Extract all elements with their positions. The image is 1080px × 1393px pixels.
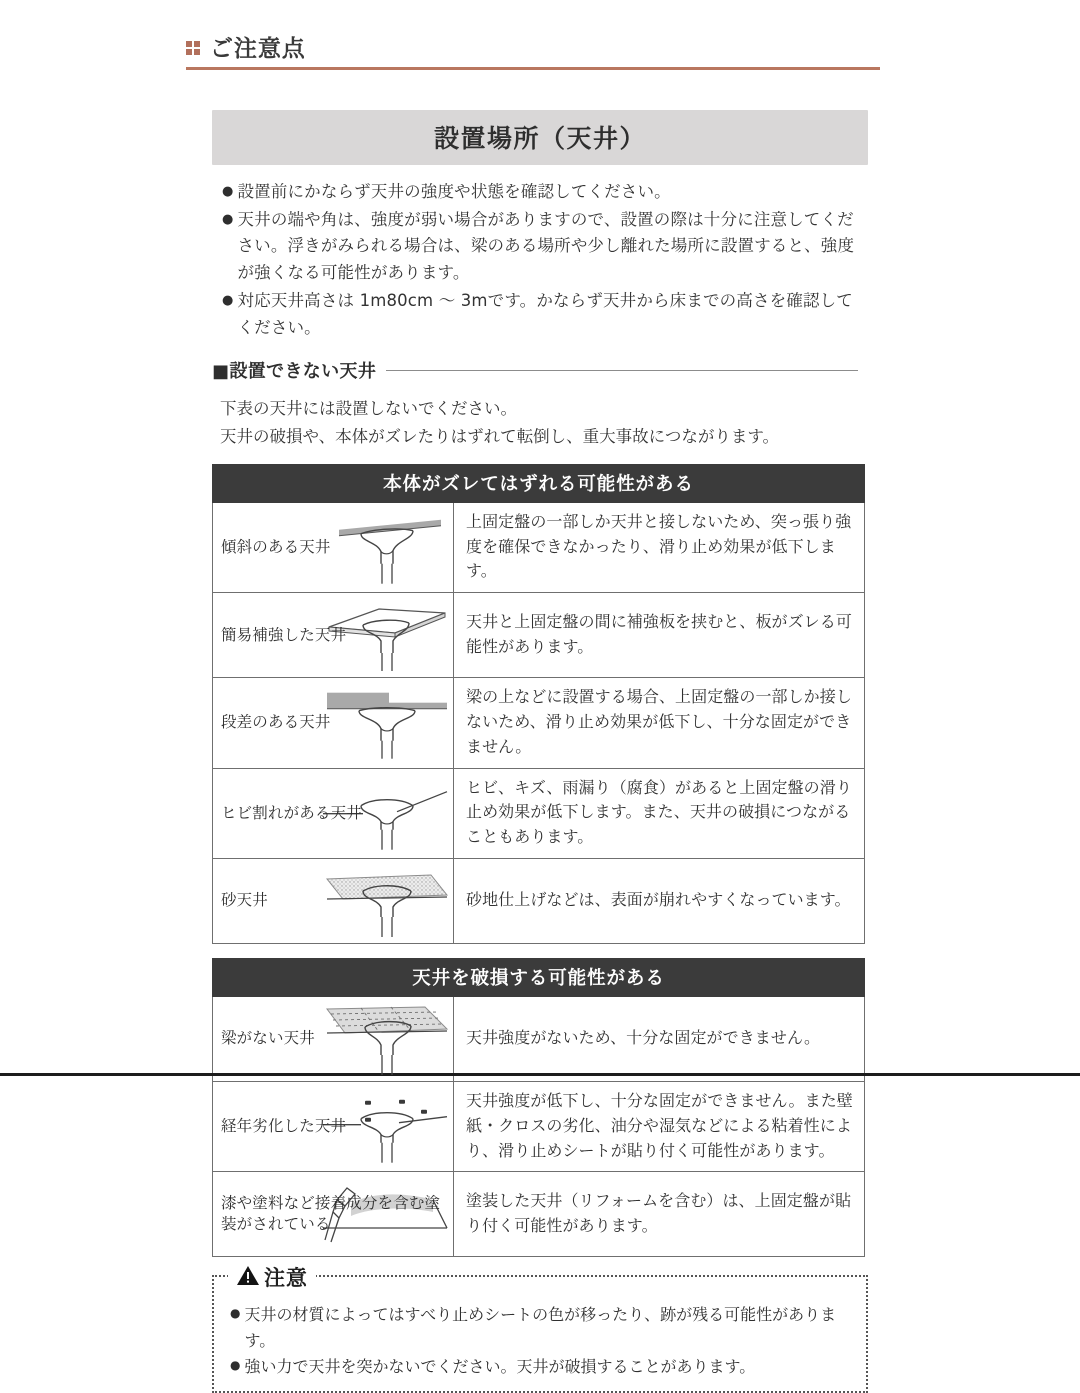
lede-line-1: 下表の天井には設置しないでください。 [220,399,517,419]
row-label-cell [213,502,454,592]
section-header [186,38,880,70]
painted-ceiling-diagram [321,1172,453,1256]
row-label: 梁がない天井 [221,1029,315,1048]
row-label: 段差のある天井 [221,713,331,732]
table-header-row [213,958,865,996]
table-row [213,502,865,592]
caution-header [228,1262,316,1292]
row-description: 梁の上などに設置する場合、上固定盤の一部しか接しないため、滑り止め効果が低下し、十分な固定ができません。 [454,678,865,768]
subsection-rule [386,370,858,371]
bullet-dot-icon: ● [222,211,234,227]
table-row [213,678,865,768]
table-row [213,593,865,678]
banner-title: 設置場所（天井） [212,110,868,165]
list-item-text: 設置前にかならず天井の強度や状態を確認してください。 [237,182,671,201]
row-description: 砂地仕上げなどは、表面が崩れやすくなっています。 [454,858,865,943]
row-label-cell [213,768,454,858]
sandy-ceiling-diagram [321,859,453,943]
row-label: 簡易補強した天井 [221,625,347,644]
table-row [213,1172,865,1257]
subsection-heading-label: ■設置できない天井 [212,361,377,383]
subsection-lede [212,395,868,449]
row-description: ヒビ、キズ、雨漏り（腐食）があると上固定盤の滑り止め効果が低下します。また、天井の破損につながることもあります。 [454,768,865,858]
caution-title: 注意 [264,1266,308,1291]
row-description: 塗装した天井（リフォームを含む）は、上固定盤が貼り付く可能性があります。 [454,1172,865,1257]
header-accent-rule [186,67,880,70]
table-header-label: 本体がズレてはずれる可能性がある [213,464,865,502]
subsection-heading [212,357,868,383]
table-row [213,1081,865,1171]
risk-table-shift [212,464,865,944]
bullet-dot-icon: ● [222,184,234,199]
list-item [222,207,868,287]
table-row [213,996,865,1081]
content-column [212,110,868,1393]
warning-triangle-icon [236,1265,260,1290]
page-title: ご注意点 [210,36,306,62]
intro-bullet-list [212,179,868,341]
page-bottom-rule [0,1073,1080,1076]
row-label: ヒビ割れがある天井 [221,803,362,822]
list-item-text: 対応天井高さは 1m80cm ～ 3mです。かならず天井から床までの高さを確認してください。 [237,290,853,337]
list-item-text: 強い力で天井を突かないでください。天井が破損することがあります。 [244,1356,756,1376]
table-header-row [213,464,865,502]
list-item [222,179,868,206]
bullet-dot-icon: ● [222,292,234,308]
table-row [213,768,865,858]
row-description: 天井と上固定盤の間に補強板を挟むと、板がズレる可能性があります。 [454,593,865,678]
list-item-text: 天井の端や角は、強度が弱い場合がありますので、設置の際は十分に注意してください。浮きがみられる場合は、梁のある場所や少し離れた場所に設置すると、強度が強くなる可能性があります。 [237,209,855,283]
row-label-cell [213,996,454,1081]
row-label-cell [213,858,454,943]
row-label: 漆や塗料など接着成分を含む塗装がされている [221,1194,441,1234]
stepped-ceiling-diagram [321,678,453,767]
row-description: 上固定盤の一部しか天井と接しないため、突っ張り強度を確保できなかったり、滑り止め効果が低下します。 [454,502,865,592]
bullet-dot-icon: ● [230,1306,241,1321]
table-header-label: 天井を破損する可能性がある [213,958,865,996]
row-description: 天井強度が低下し、十分な固定ができません。また壁紙・クロスの劣化、油分や湿気などによる粘着性により、滑り止めシートが貼り付く可能性があります。 [454,1081,865,1171]
lede-line-2: 天井の破損や、本体がズレたりはずれて転倒し、重大事故につながります。 [220,426,780,446]
risk-table-damage [212,958,865,1257]
section-header-row [186,38,880,67]
row-description: 天井強度がないため、十分な固定ができません。 [454,996,865,1081]
row-label: 砂天井 [221,891,268,910]
row-label: 傾斜のある天井 [221,537,331,556]
table-row [213,858,865,943]
sloped-ceiling-diagram [321,503,453,592]
list-item [230,1354,852,1380]
no-beam-ceiling-diagram [321,997,453,1081]
caution-box [212,1266,868,1393]
caution-list [230,1302,852,1379]
bullet-dot-icon: ● [230,1357,241,1372]
row-label-cell [213,678,454,768]
list-item [222,288,868,341]
row-label-cell [213,1081,454,1171]
list-item-text: 天井の材質によってはすべり止めシートの色が移ったり、跡が残る可能性があります。 [244,1305,837,1350]
row-label: 経年劣化した天井 [221,1117,347,1136]
grid-square-icon [186,41,200,55]
row-label-cell [213,593,454,678]
row-label-cell [213,1172,454,1257]
list-item [230,1302,852,1353]
